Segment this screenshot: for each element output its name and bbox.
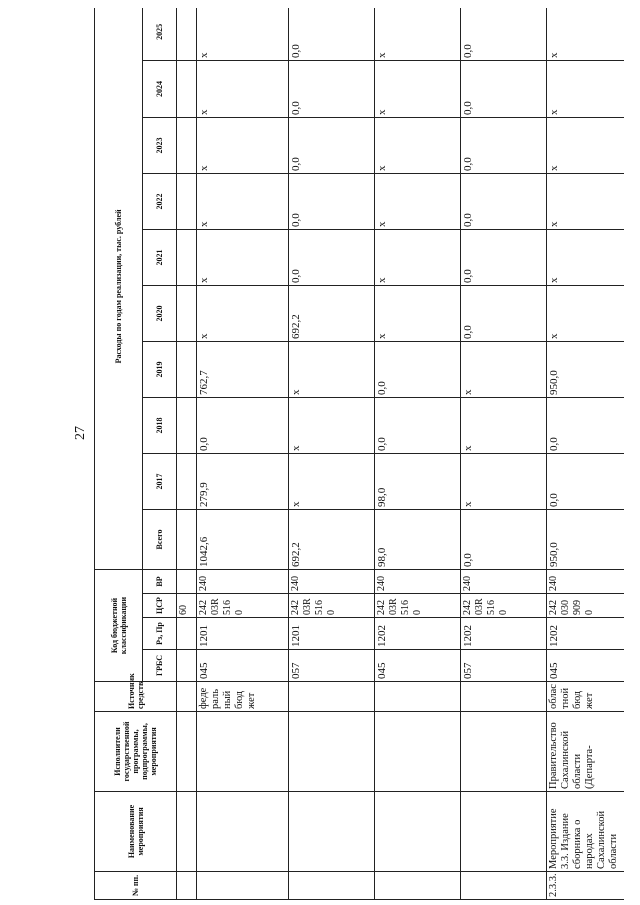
cell-csr: 2420309090 xyxy=(547,594,625,618)
cell-executor: Правительство Сахалинской области (Департа- xyxy=(547,712,625,792)
cell-executor xyxy=(177,712,197,792)
cell-executor xyxy=(197,712,289,792)
cell-grbs: 045 xyxy=(197,650,289,682)
cell-name xyxy=(197,792,289,872)
header-year: 2022 xyxy=(143,173,177,229)
table-row xyxy=(177,8,197,900)
cell-year-value: x xyxy=(547,173,625,229)
cell-year-value: 0,0 xyxy=(289,173,375,229)
header-total: Всего xyxy=(143,509,177,569)
page-number: 27 xyxy=(73,426,88,440)
cell-year-value: x xyxy=(547,229,625,285)
cell-rzpr: 1201 xyxy=(289,618,375,650)
cell-year-value: x xyxy=(461,397,547,453)
cell-rzpr xyxy=(177,618,197,650)
cell-csr: 24203R5160 xyxy=(289,594,375,618)
cell-csr: 24203R5160 xyxy=(461,594,547,618)
cell-num xyxy=(461,872,547,900)
cell-year-value: 0,0 xyxy=(289,229,375,285)
table-row xyxy=(547,8,625,900)
header-csr: ЦСР xyxy=(143,594,177,618)
cell-year-value: 0,0 xyxy=(461,229,547,285)
cell-rzpr: 1202 xyxy=(375,618,461,650)
cell-year-value: x xyxy=(375,173,461,229)
cell-year-value: 0,0 xyxy=(547,453,625,509)
cell-executor xyxy=(375,712,461,792)
cell-year-value: x xyxy=(197,173,289,229)
cell-year-value: 0,0 xyxy=(461,117,547,173)
header-year: 2023 xyxy=(143,117,177,173)
header-rzpr: Рз, Пр xyxy=(143,618,177,650)
table-row xyxy=(375,8,461,900)
cell-year-value: x xyxy=(375,8,461,60)
cell-year-value: 0,0 xyxy=(375,341,461,397)
cell-year-value: 0,0 xyxy=(375,397,461,453)
cell-executor xyxy=(461,712,547,792)
cell-source xyxy=(177,682,197,712)
cell-num xyxy=(289,872,375,900)
cell-vr xyxy=(177,569,197,593)
table-row xyxy=(289,8,375,900)
cell-year-value xyxy=(177,397,197,453)
cell-year-value: x xyxy=(289,397,375,453)
cell-year-value: 0,0 xyxy=(547,397,625,453)
cell-year-value: 0,0 xyxy=(289,60,375,117)
cell-year-value: 0,0 xyxy=(289,8,375,60)
cell-year-value: x xyxy=(197,285,289,341)
cell-name: Мероприятие 3.3. Издание сборника о народах Сахалинской области xyxy=(547,792,625,872)
cell-total: 950,0 xyxy=(547,509,625,569)
cell-year-value: 762,7 xyxy=(197,341,289,397)
header-expenses-group: Расходы по годам реализации, тыс. рублей xyxy=(95,8,143,569)
cell-num xyxy=(375,872,461,900)
cell-year-value: x xyxy=(289,341,375,397)
cell-name xyxy=(289,792,375,872)
cell-name xyxy=(461,792,547,872)
cell-year-value: 692,2 xyxy=(289,285,375,341)
cell-vr: 240 xyxy=(289,569,375,593)
header-year: 2024 xyxy=(143,60,177,117)
cell-year-value xyxy=(177,8,197,60)
cell-year-value: 0,0 xyxy=(461,60,547,117)
cell-name xyxy=(177,792,197,872)
cell-num: 2.3.3. xyxy=(547,872,625,900)
cell-year-value: 0,0 xyxy=(289,117,375,173)
header-name: Наименование мероприятия xyxy=(95,792,177,872)
cell-source: федеральный бюджет xyxy=(197,682,289,712)
cell-source xyxy=(375,682,461,712)
budget-table xyxy=(94,8,624,900)
rotated-table-area xyxy=(94,8,624,900)
cell-year-value: x xyxy=(461,341,547,397)
cell-year-value: 0,0 xyxy=(461,285,547,341)
cell-csr: 24203R5160 xyxy=(375,594,461,618)
header-num: № пп. xyxy=(95,872,177,900)
cell-vr: 240 xyxy=(375,569,461,593)
cell-vr: 240 xyxy=(197,569,289,593)
cell-year-value: 279,9 xyxy=(197,453,289,509)
cell-year-value: x xyxy=(461,453,547,509)
cell-total: 98,0 xyxy=(375,509,461,569)
header-year: 2025 xyxy=(143,8,177,60)
cell-year-value: x xyxy=(197,117,289,173)
header-executor: Исполнители государственной программы, подпрограммы, мероприятия xyxy=(95,712,177,792)
cell-source xyxy=(289,682,375,712)
cell-year-value: x xyxy=(375,60,461,117)
cell-year-value: x xyxy=(289,453,375,509)
cell-year-value: x xyxy=(547,117,625,173)
cell-year-value: x xyxy=(197,60,289,117)
cell-num xyxy=(197,872,289,900)
cell-year-value: x xyxy=(547,285,625,341)
header-year: 2020 xyxy=(143,285,177,341)
cell-grbs: 057 xyxy=(461,650,547,682)
cell-year-value xyxy=(177,117,197,173)
cell-year-value: x xyxy=(547,8,625,60)
cell-grbs xyxy=(177,650,197,682)
cell-num xyxy=(177,872,197,900)
cell-year-value xyxy=(177,60,197,117)
cell-year-value xyxy=(177,285,197,341)
cell-year-value: 0,0 xyxy=(461,8,547,60)
cell-vr: 240 xyxy=(547,569,625,593)
table-row xyxy=(461,8,547,900)
cell-year-value: 950,0 xyxy=(547,341,625,397)
cell-year-value: 0,0 xyxy=(461,173,547,229)
rotated-content xyxy=(94,8,624,900)
cell-year-value: x xyxy=(375,229,461,285)
cell-total: 1042,6 xyxy=(197,509,289,569)
cell-source: областной бюджет xyxy=(547,682,625,712)
cell-name xyxy=(375,792,461,872)
header-year: 2019 xyxy=(143,341,177,397)
cell-total: 692,2 xyxy=(289,509,375,569)
header-code-group: Код бюджетной классификации xyxy=(95,569,143,681)
cell-year-value: x xyxy=(547,60,625,117)
cell-total xyxy=(177,509,197,569)
cell-rzpr: 1201 xyxy=(197,618,289,650)
cell-year-value xyxy=(177,453,197,509)
cell-grbs: 057 xyxy=(289,650,375,682)
cell-year-value xyxy=(177,173,197,229)
cell-year-value: x xyxy=(197,8,289,60)
table-row xyxy=(197,8,289,900)
cell-year-value: 0,0 xyxy=(197,397,289,453)
cell-total: 0,0 xyxy=(461,509,547,569)
cell-year-value xyxy=(177,341,197,397)
header-year: 2017 xyxy=(143,453,177,509)
cell-year-value: x xyxy=(375,285,461,341)
header-year: 2021 xyxy=(143,229,177,285)
cell-csr: 60 xyxy=(177,594,197,618)
cell-grbs: 045 xyxy=(547,650,625,682)
header-vr: ВР xyxy=(143,569,177,593)
cell-rzpr: 1202 xyxy=(461,618,547,650)
header-source: Источник средств xyxy=(95,682,177,712)
cell-year-value: x xyxy=(375,117,461,173)
header-grbs: ГРБС xyxy=(143,650,177,682)
cell-grbs: 045 xyxy=(375,650,461,682)
cell-source xyxy=(461,682,547,712)
cell-executor xyxy=(289,712,375,792)
cell-csr: 24203R5160 xyxy=(197,594,289,618)
cell-year-value xyxy=(177,229,197,285)
cell-rzpr: 1202 xyxy=(547,618,625,650)
cell-year-value: x xyxy=(197,229,289,285)
cell-vr: 240 xyxy=(461,569,547,593)
cell-year-value: 98,0 xyxy=(375,453,461,509)
header-year: 2018 xyxy=(143,397,177,453)
